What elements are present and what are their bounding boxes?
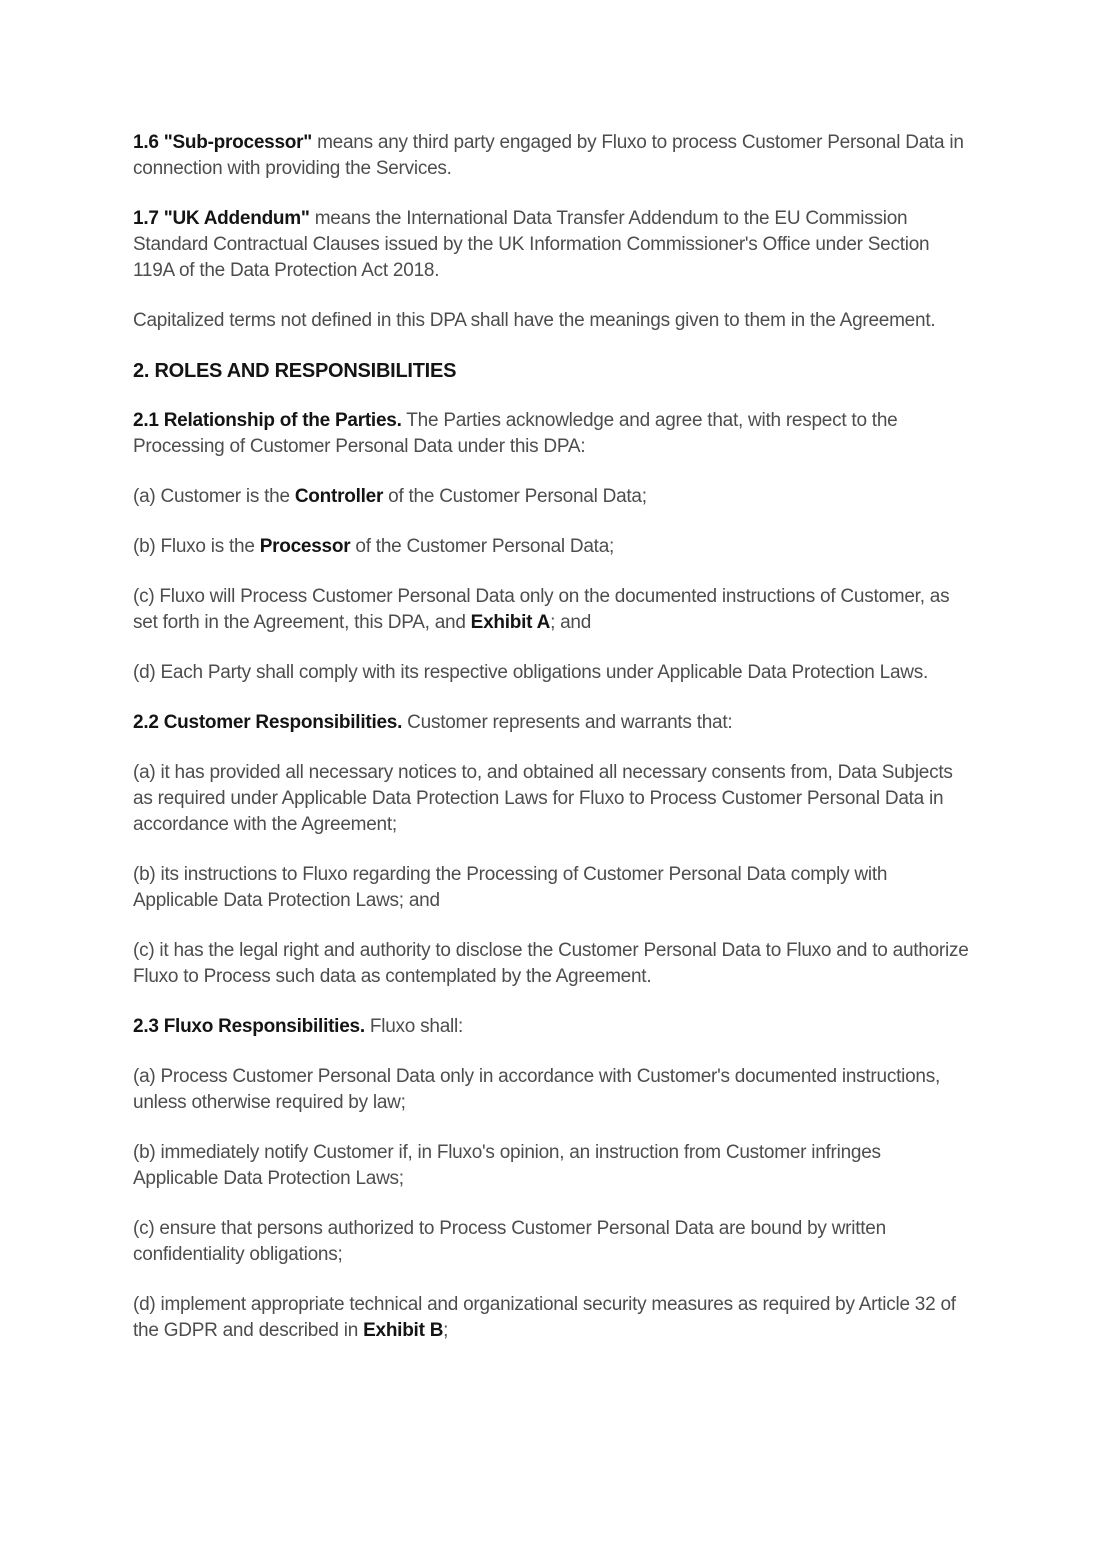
text-run: (c) it has the legal right and authority to disclose the Customer Personal Data to Fluxo and to authorize Fluxo to Process such data as contemplated by the Agreement.	[133, 940, 969, 987]
text-run: (a) Process Customer Personal Data only in accordance with Customer's documented instructions, unless otherwise required by law;	[133, 1066, 940, 1113]
bold-text-run: 1.7 "UK Addendum"	[133, 208, 310, 229]
bold-text-run: 1.6 "Sub-processor"	[133, 132, 313, 153]
bold-text-run: Controller	[294, 486, 384, 507]
bold-text-run: 2. ROLES AND RESPONSIBILITIES	[133, 360, 457, 382]
text-run: (b) its instructions to Fluxo regarding the Processing of Customer Personal Data comply with Applicable Data Protection Laws; and	[133, 864, 888, 911]
paragraph	[133, 1216, 969, 1268]
bold-text-run: 2.1 Relationship of the Parties.	[133, 410, 402, 431]
section-heading	[133, 358, 969, 384]
text-run: Fluxo shall:	[364, 1016, 463, 1037]
paragraph	[133, 710, 969, 736]
bold-text-run: 2.2 Customer Responsibilities.	[133, 712, 403, 733]
paragraph	[133, 584, 969, 636]
text-run: of the Customer Personal Data;	[383, 486, 647, 507]
text-run: (c) ensure that persons authorized to Process Customer Personal Data are bound by written confidentiality obligations;	[133, 1218, 886, 1265]
paragraph	[133, 484, 969, 510]
text-run: (b) Fluxo is the	[133, 536, 260, 557]
paragraph	[133, 660, 969, 686]
paragraph	[133, 760, 969, 838]
text-run: means the International Data Transfer Addendum to the EU Commission Standard Contractual Clauses issued by the UK Information Commissioner's Office under Section 119A of the Data Protection Act 2018.	[133, 208, 930, 281]
text-run: (b) immediately notify Customer if, in Fluxo's opinion, an instruction from Customer infringes Applicable Data Protection Laws;	[133, 1142, 881, 1189]
text-run: Customer represents and warrants that:	[402, 712, 733, 733]
paragraph	[133, 1140, 969, 1192]
paragraph	[133, 1064, 969, 1116]
text-run: ;	[443, 1320, 449, 1341]
bold-text-run: 2.3 Fluxo Responsibilities.	[133, 1016, 365, 1037]
paragraph	[133, 862, 969, 914]
paragraph	[133, 1014, 969, 1040]
text-run: (a) it has provided all necessary notices to, and obtained all necessary consents from, Data Subjects as required under Applicable Data Protection Laws for Fluxo to Process Customer Personal Data in accordance with the Agreement;	[133, 762, 953, 835]
text-run: (d) implement appropriate technical and organizational security measures as required by Article 32 of the GDPR and described in	[133, 1294, 956, 1341]
text-run: The Parties acknowledge and agree that, with respect to the Processing of Customer Personal Data under this DPA:	[133, 410, 898, 457]
text-run: of the Customer Personal Data;	[350, 536, 615, 557]
paragraph	[133, 1292, 969, 1344]
bold-text-run: Processor	[259, 536, 351, 557]
text-run: (c) Fluxo will Process Customer Personal Data only on the documented instructions of Customer, as set forth in the Agreement, this DPA, and	[133, 586, 950, 633]
document-body	[133, 130, 969, 1344]
paragraph	[133, 206, 969, 284]
bold-text-run: Exhibit A	[470, 612, 551, 633]
text-run: ; and	[550, 612, 592, 633]
text-run: (d) Each Party shall comply with its respective obligations under Applicable Data Protection Laws.	[133, 662, 929, 683]
paragraph	[133, 534, 969, 560]
text-run: means any third party engaged by Fluxo to process Customer Personal Data in connection with providing the Services.	[133, 132, 964, 179]
paragraph	[133, 938, 969, 990]
text-run: Capitalized terms not defined in this DPA shall have the meanings given to them in the Agreement.	[133, 310, 936, 331]
text-run: (a) Customer is the	[133, 486, 295, 507]
paragraph	[133, 408, 969, 460]
paragraph	[133, 308, 969, 334]
paragraph	[133, 130, 969, 182]
bold-text-run: Exhibit B	[363, 1320, 444, 1341]
